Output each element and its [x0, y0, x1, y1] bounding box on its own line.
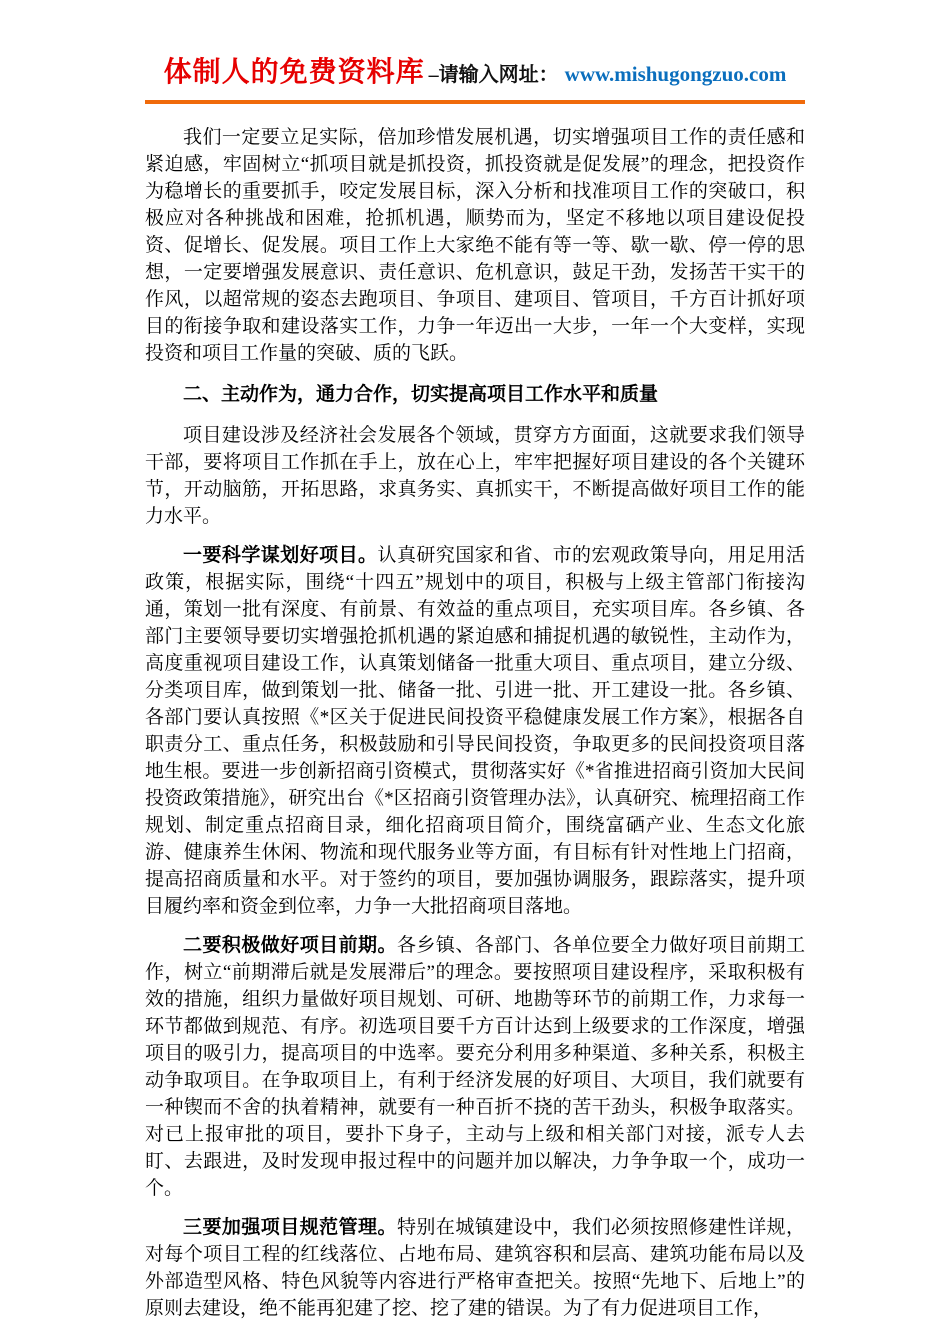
paragraph-text: 特别在城镇建设中，我们必须按照修建性详规，对每个项目工程的红线落位、占地布局、建筑容积和层高、建筑功能布局以及外部造型风格、特色风貌等内容进行严格审查把关。按照“先地下、后地上”的原则去建设，绝不能再犯建了挖、挖了建的错误。为了有力促进项目工作，: [145, 1217, 805, 1319]
section-heading: 二、主动作为，通力合作，切实提高项目工作水平和质量: [183, 384, 659, 405]
site-brand: 体制人的免费资料库: [163, 57, 425, 88]
page-header: [0, 0, 950, 90]
paragraph-point-1: [145, 542, 805, 920]
paragraph-lead: 三要加强项目规范管理。: [183, 1217, 397, 1238]
paragraph-text: 我们一定要立足实际，倍加珍惜发展机遇，切实增强项目工作的责任感和紧迫感，牢固树立“抓项目就是抓投资，抓投资就是促发展”的理念，把投资作为稳增长的重要抓手，咬定发展目标，深入分析和找准项目工作的突破口，积极应对各种挑战和困难，抢抓机遇，顺势而为，坚定不移地以项目建设促投资、促增长、促发展。项目工作上大家绝不能有等一等、歇一歇、停一停的思想，一定要增强发展意识、责任意识、危机意识，鼓足干劲，发扬苦干实干的作风，以超常规的姿态去跑项目、争项目、建项目、管项目，千方百计抓好项目的衔接争取和建设落实工作，力争一年迈出一大步，一年一个大变样，实现投资和项目工作量的突破、质的飞跃。: [145, 127, 805, 364]
paragraph-text: 各乡镇、各部门、各单位要全力做好项目前期工作，树立“前期滞后就是发展滞后”的理念。要按照项目建设程序，采取积极有效的措施，组织力量做好项目规划、可研、地勘等环节的前期工作，力求每一环节都做到规范、有序。初选项目要千方百计达到上级要求的工作深度，增强项目的吸引力，提高项目的中选率。要充分利用多种渠道、多种关系，积极主动争取项目。在争取项目上，有利于经济发展的好项目、大项目，我们就要有一种锲而不舍的执着精神，就要有一种百折不挠的苦干劲头，积极争取落实。对已上报审批的项目，要扑下身子，主动与上级和相关部门对接，派专人去盯、去跟进，及时发现申报过程中的问题并加以解决，力争争取一个，成功一个。: [145, 935, 805, 1199]
paragraph-point-3: [145, 1214, 805, 1322]
paragraph-text: 项目建设涉及经济社会发展各个领域，贯穿方方面面，这就要求我们领导干部，要将项目工作抓在手上，放在心上，牢牢把握好项目建设的各个关键环节，开动脑筋，开拓思路，求真务实、真抓实干，不断提高做好项目工作的能力水平。: [145, 425, 805, 527]
site-url-link[interactable]: www.mishugongzuo.com: [564, 62, 787, 86]
paragraph-text: 认真研究国家和省、市的宏观政策导向，用足用活政策，根据实际，围绕“十四五”规划中的项目，积极与上级主管部门衔接沟通，策划一批有深度、有前景、有效益的重点项目，充实项目库。各乡镇、各部门主要领导要切实增强抢抓机遇的紧迫感和捕捉机遇的敏锐性，主动作为，高度重视项目建设工作，认真策划储备一批重大项目、重点项目，建立分级、分类项目库，做到策划一批、储备一批、引进一批、开工建设一批。各乡镇、各部门要认真按照《*区关于促进民间投资平稳健康发展工作方案》，根据各自职责分工、重点任务，积极鼓励和引导民间投资，争取更多的民间投资项目落地生根。要进一步创新招商引资模式，贯彻落实好《*省推进招商引资加大民间投资政策措施》，研究出台《*区招商引资管理办法》，认真研究、梳理招商工作规划、制定重点招商目录，细化招商项目简介，围绕富硒产业、生态文化旅游、健康养生休闲、物流和现代服务业等方面，有目标有针对性地上门招商，提高招商质量和水平。对于签约的项目，要加强协调服务，跟踪落实，提升项目履约率和资金到位率，力争一大批招商项目落地。: [145, 545, 805, 917]
url-hint-label: –请输入网址：: [428, 64, 559, 86]
paragraph-lead: 二要积极做好项目前期。: [183, 935, 397, 956]
header-divider: [145, 100, 805, 104]
paragraph-intro: [145, 124, 805, 367]
paragraph-point-2: [145, 932, 805, 1202]
paragraph-overview: [145, 422, 805, 530]
document-body: [145, 124, 805, 1322]
paragraph-lead: 一要科学谋划好项目。: [183, 545, 378, 566]
